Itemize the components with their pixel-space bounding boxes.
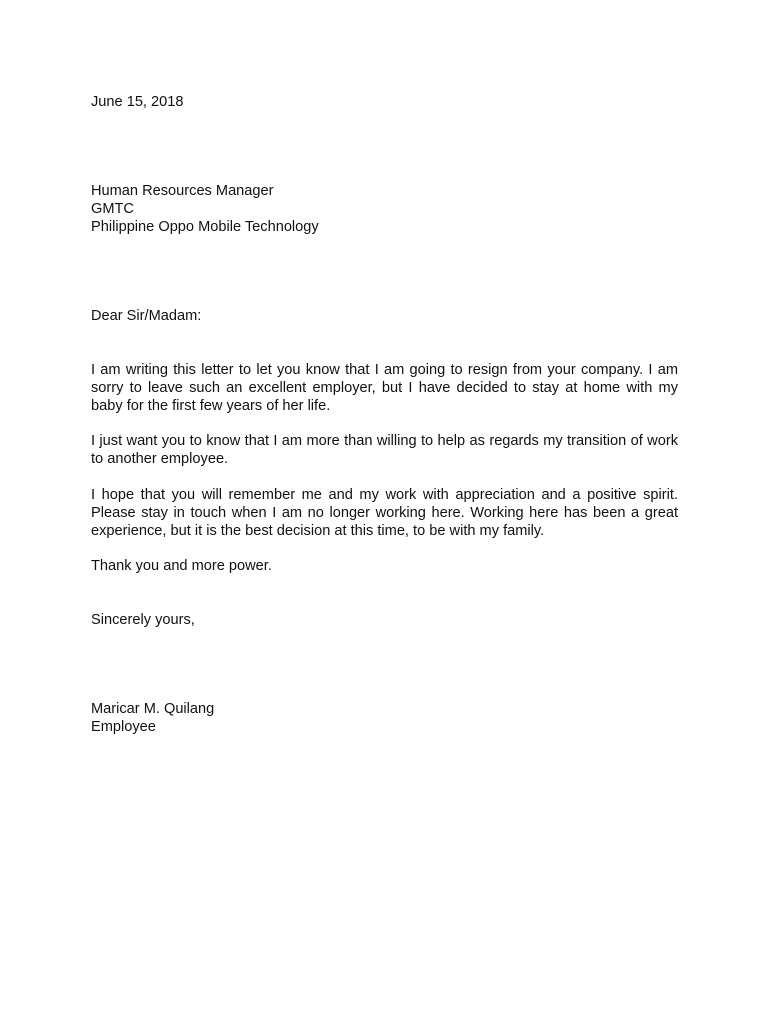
- thanks-line: Thank you and more power.: [91, 558, 272, 574]
- paragraph-line: baby for the first few years of her life.: [91, 398, 331, 414]
- recipient-title: Human Resources Manager: [91, 183, 274, 199]
- body-paragraph-3: [91, 486, 678, 540]
- signer-role: Employee: [91, 719, 156, 735]
- paragraph-line: I just want you to know that I am more than willing to help as regards my transition of work: [91, 433, 678, 449]
- closing: Sincerely yours,: [91, 612, 195, 628]
- recipient-department: GMTC: [91, 201, 134, 217]
- paragraph-line: Please stay in touch when I am no longer working here. Working here has been a great: [91, 505, 678, 521]
- recipient-company: Philippine Oppo Mobile Technology: [91, 219, 319, 235]
- paragraph-line: I am writing this letter to let you know that I am going to resign from your company. I am: [91, 362, 678, 378]
- signer-name: Maricar M. Quilang: [91, 701, 215, 717]
- paragraph-line: to another employee.: [91, 451, 229, 467]
- paragraph-line: experience, but it is the best decision at this time, to be with my family.: [91, 523, 545, 539]
- paragraph-line: I hope that you will remember me and my work with appreciation and a positive spirit.: [91, 487, 678, 503]
- body-paragraph-2: [91, 432, 678, 468]
- paragraph-line: sorry to leave such an excellent employer, but I have decided to stay at home with my: [91, 380, 678, 396]
- salutation: Dear Sir/Madam:: [91, 308, 202, 324]
- body-paragraph-1: [91, 361, 678, 415]
- letter-date: June 15, 2018: [91, 94, 184, 110]
